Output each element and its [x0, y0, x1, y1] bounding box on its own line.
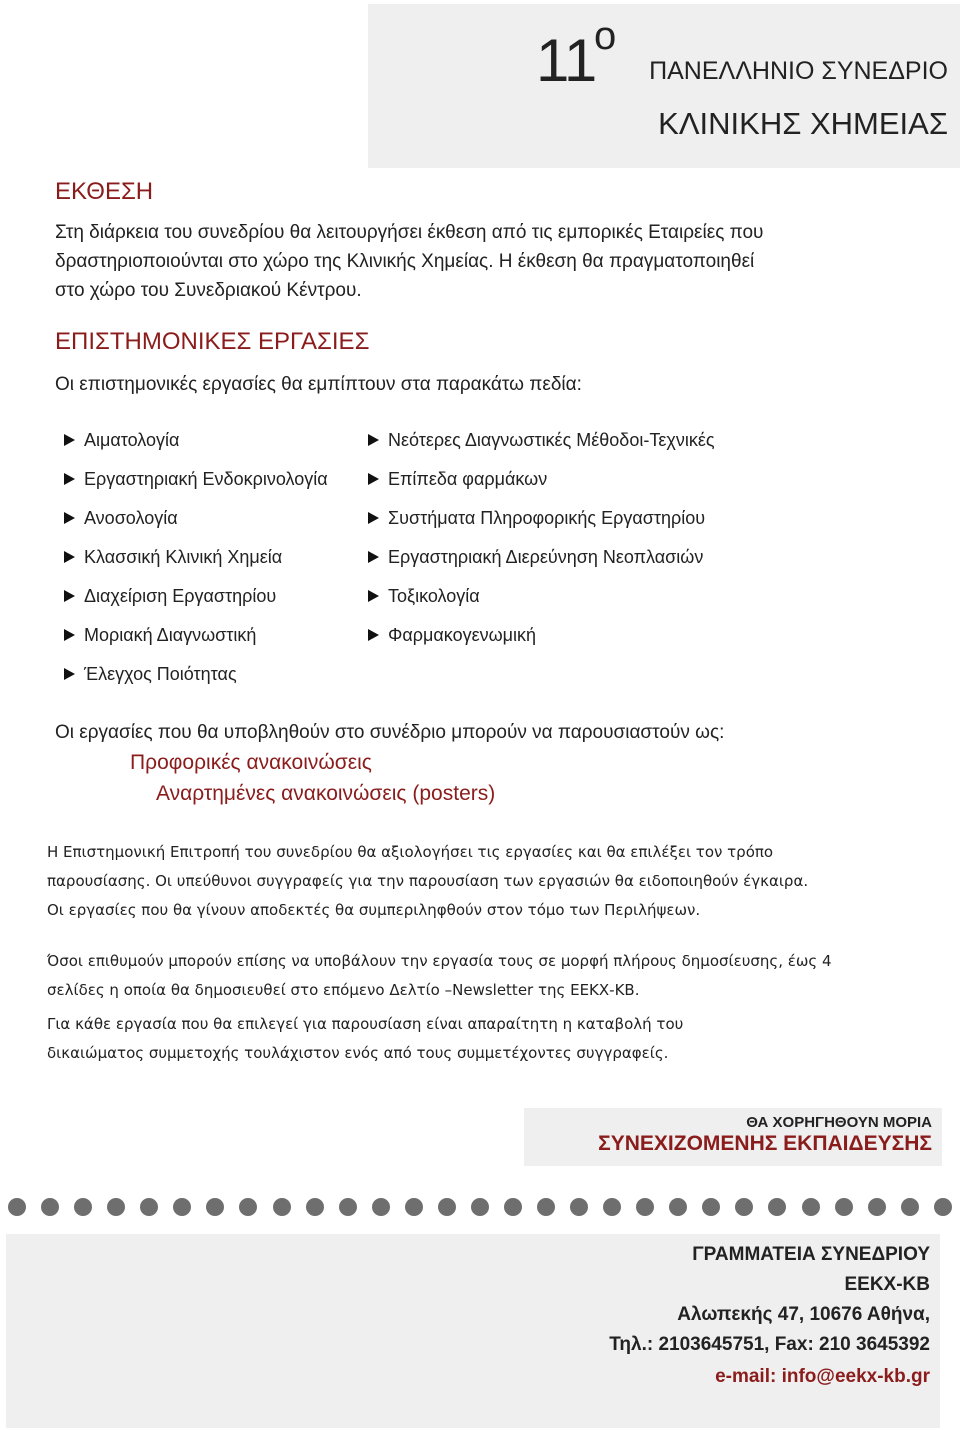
- field-label: Εργαστηριακή Ενδοκρινολογία: [84, 469, 328, 489]
- triangle-bullet-icon: [368, 473, 379, 485]
- fields-list-left: [64, 425, 328, 698]
- field-label: Συστήματα Πληροφορικής Εργαστηρίου: [388, 508, 706, 528]
- publication-line: Όσοι επιθυμούν μπορούν επίσης να υποβάλουν την εργασία τους σε μορφή πλήρους δημοσίευσης, έως 4: [47, 952, 832, 970]
- dotted-divider: [8, 1198, 952, 1218]
- divider-dot: [835, 1198, 853, 1216]
- scientific-intro: [55, 370, 915, 399]
- field-label: Φαρμακογενωμική: [388, 625, 537, 645]
- conference-title-line2: ΚΛΙΝΙΚΗΣ ΧΗΜΕΙΑΣ: [658, 106, 948, 141]
- field-label: Εργαστηριακή Διερεύνηση Νεοπλασιών: [388, 547, 704, 567]
- cme-education-line: ΣΥΝΕΧΙΖΟΜΕΝΗΣ ΕΚΠΑΙΔΕΥΣΗΣ: [598, 1132, 932, 1155]
- edition-number: 11: [536, 27, 597, 94]
- divider-dot: [339, 1198, 357, 1216]
- field-label: Τοξικολογία: [388, 586, 480, 606]
- header-panel: [368, 4, 960, 168]
- field-label: Επίπεδα φαρμάκων: [388, 469, 548, 489]
- field-label: Ανοσολογία: [84, 508, 178, 528]
- divider-dot: [438, 1198, 456, 1216]
- triangle-bullet-icon: [368, 434, 379, 446]
- divider-dot: [934, 1198, 952, 1216]
- cme-panel: [524, 1108, 942, 1166]
- field-label: Νεότερες Διαγνωστικές Μέθοδοι-Τεχνικές: [388, 430, 715, 450]
- triangle-bullet-icon: [64, 551, 75, 563]
- exhibition-line: Στη διάρκεια του συνεδρίου θα λειτουργήσει έκθεση από τις εμπορικές Εταιρείες που: [55, 222, 764, 243]
- field-label: Κλασσική Κλινική Χημεία: [84, 547, 283, 567]
- exhibition-line: στο χώρο του Συνεδριακού Κέντρου.: [55, 280, 362, 301]
- divider-dot: [570, 1198, 588, 1216]
- field-label: Αιματολογία: [84, 430, 180, 450]
- divider-dot: [868, 1198, 886, 1216]
- presentation-posters: Αναρτημένες ανακοινώσεις (posters): [156, 782, 496, 805]
- evaluation-line: παρουσίασης. Οι υπεύθυνοι συγγραφείς για την παρουσίαση των εργασιών θα ειδοποιηθούν έγκαιρα.: [47, 872, 809, 890]
- divider-dot: [702, 1198, 720, 1216]
- exhibition-line: δραστηριοποιούνται στο χώρο της Κλινικής Χημείας. Η έκθεση θα πραγματοποιηθεί: [55, 251, 755, 272]
- divider-dot: [735, 1198, 753, 1216]
- scientific-title: ΕΠΙΣΤΗΜΟΝΙΚΕΣ ΕΡΓΑΣΙΕΣ: [55, 328, 370, 355]
- presentation-intro: [55, 718, 915, 747]
- publication-line: σελίδες η οποία θα δημοσιευθεί στο επόμενο Δελτίο –Newsletter της ΕΕΚΧ-ΚΒ.: [47, 981, 640, 999]
- fields-list-right: [368, 425, 715, 659]
- triangle-bullet-icon: [368, 551, 379, 563]
- field-item: [368, 581, 715, 620]
- contact-panel: [6, 1234, 940, 1428]
- divider-dot: [372, 1198, 390, 1216]
- triangle-bullet-icon: [64, 434, 75, 446]
- divider-dot: [8, 1198, 26, 1216]
- field-item: [64, 620, 328, 659]
- field-item: [64, 425, 328, 464]
- exhibition-text: [55, 218, 915, 305]
- triangle-bullet-icon: [64, 512, 75, 524]
- divider-dot: [239, 1198, 257, 1216]
- triangle-bullet-icon: [64, 473, 75, 485]
- field-item: [368, 542, 715, 581]
- divider-dot: [603, 1198, 621, 1216]
- field-item: [64, 581, 328, 620]
- exhibition-title: ΕΚΘΕΣΗ: [55, 178, 154, 205]
- divider-dot: [206, 1198, 224, 1216]
- evaluation-text: [47, 838, 927, 925]
- evaluation-line: Οι εργασίες που θα γίνουν αποδεκτές θα συμπεριληφθούν στον τόμο των Περιλήψεων.: [47, 901, 701, 919]
- field-item: [64, 659, 328, 698]
- divider-dot: [636, 1198, 654, 1216]
- contact-address: Αλωπεκής 47, 10676 Αθήνα,: [677, 1304, 930, 1325]
- field-item: [368, 620, 715, 659]
- divider-dot: [107, 1198, 125, 1216]
- field-label: Διαχείριση Εργαστηρίου: [84, 586, 277, 606]
- fee-line: Για κάθε εργασία που θα επιλεγεί για παρουσίαση είναι απαραίτητη η καταβολή του: [47, 1015, 684, 1033]
- evaluation-line: Η Επιστημονική Επιτροπή του συνεδρίου θα αξιολογήσει τις εργασίες και θα επιλέξει τον τρόπο: [47, 843, 774, 861]
- edition-superscript: ο: [594, 14, 617, 58]
- divider-dot: [537, 1198, 555, 1216]
- contact-org: ΕΕΚΧ-ΚΒ: [844, 1274, 930, 1295]
- field-item: [368, 503, 715, 542]
- divider-dot: [802, 1198, 820, 1216]
- contact-title: ΓΡΑΜΜΑΤΕΙΑ ΣΥΝΕΔΡΙΟΥ: [692, 1244, 930, 1265]
- triangle-bullet-icon: [368, 629, 379, 641]
- conference-title-line1: ΠΑΝΕΛΛΗΝΙΟ ΣΥΝΕΔΡΙΟ: [649, 57, 948, 85]
- divider-dot: [273, 1198, 291, 1216]
- field-item: [64, 542, 328, 581]
- divider-dot: [306, 1198, 324, 1216]
- presentation-oral: Προφορικές ανακοινώσεις: [130, 751, 372, 774]
- cme-credits-line: ΘΑ ΧΟΡΗΓΗΘΟΥΝ ΜΟΡΙΑ: [746, 1114, 932, 1131]
- field-item: [64, 464, 328, 503]
- publication-text: [47, 947, 927, 1005]
- divider-dot: [74, 1198, 92, 1216]
- divider-dot: [471, 1198, 489, 1216]
- divider-dot: [41, 1198, 59, 1216]
- presentation-intro-text: Οι εργασίες που θα υποβληθούν στο συνέδριο μπορούν να παρουσιαστούν ως:: [55, 722, 725, 743]
- contact-phone: Τηλ.: 2103645751, Fax: 210 3645392: [609, 1334, 930, 1355]
- divider-dot: [405, 1198, 423, 1216]
- triangle-bullet-icon: [64, 629, 75, 641]
- fee-text: [47, 1010, 927, 1068]
- triangle-bullet-icon: [64, 590, 75, 602]
- field-label: Μοριακή Διαγνωστική: [84, 625, 257, 645]
- fee-line: δικαιώματος συμμετοχής τουλάχιστον ενός από τους συμμετέχοντες συγγραφείς.: [47, 1044, 669, 1062]
- contact-email: e-mail: info@eekx-kb.gr: [715, 1366, 930, 1387]
- divider-dot: [173, 1198, 191, 1216]
- divider-dot: [669, 1198, 687, 1216]
- field-item: [368, 464, 715, 503]
- divider-dot: [768, 1198, 786, 1216]
- field-label: Έλεγχος Ποιότητας: [84, 664, 237, 684]
- divider-dot: [901, 1198, 919, 1216]
- field-item: [368, 425, 715, 464]
- divider-dot: [140, 1198, 158, 1216]
- triangle-bullet-icon: [368, 590, 379, 602]
- scientific-intro-text: Οι επιστημονικές εργασίες θα εμπίπτουν στα παρακάτω πεδία:: [55, 374, 582, 395]
- divider-dot: [504, 1198, 522, 1216]
- triangle-bullet-icon: [64, 668, 75, 680]
- field-item: [64, 503, 328, 542]
- triangle-bullet-icon: [368, 512, 379, 524]
